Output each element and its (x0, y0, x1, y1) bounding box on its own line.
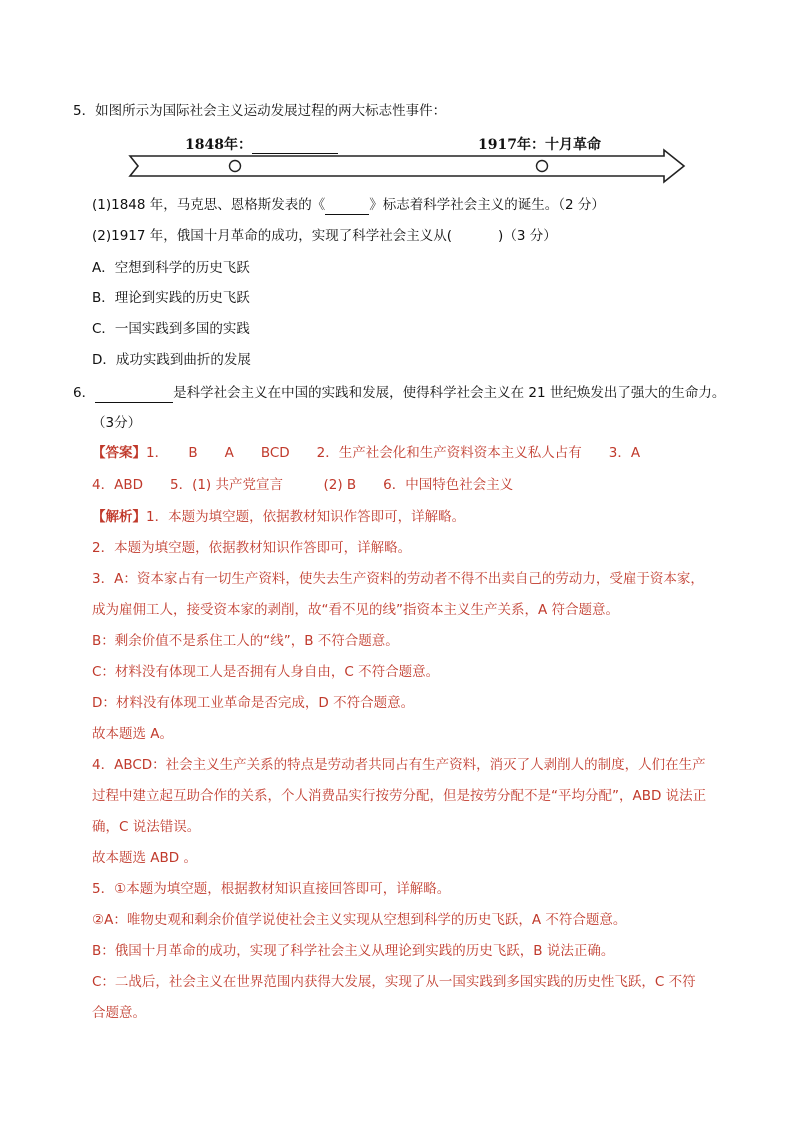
option-d: D．成功实践到曲折的发展 (92, 352, 251, 368)
analysis-line-1: 【解析】1．本题为填空题，依据教材知识作答即可，详解略。 (92, 509, 466, 525)
question-5-sub-2: (2)1917 年，俄国十月革命的成功，实现了科学社会主义从( )（3 分） (92, 228, 557, 244)
timeline-label-1917: 1917年：十月革命 (478, 137, 601, 153)
option-a: A．空想到科学的历史飞跃 (92, 260, 250, 276)
analysis-line-7: D：材料没有体现工业革命是否完成，D 不符合题意。 (92, 695, 415, 711)
analysis-line-17: 合题意。 (92, 1005, 146, 1021)
question-5-title: 5．如图所示为国际社会主义运动发展过程的两大标志性事件： (73, 103, 447, 119)
timeline-point-1848 (230, 161, 241, 172)
analysis-line-15: B：俄国十月革命的成功，实现了科学社会主义从理论到实践的历史飞跃，B 说法正确。 (92, 943, 615, 959)
analysis-tag: 【解析】 (92, 509, 146, 525)
analysis-line-14: ②A：唯物史观和剩余价值学说使社会主义实现从空想到科学的历史飞跃，A 不符合题意。 (92, 912, 627, 928)
analysis-line-16: C：二战后，社会主义在世界范围内获得大发展，实现了从一国实践到多国实践的历史性飞跃，C 不符 (92, 974, 696, 990)
analysis-line-6: C：材料没有体现工人是否拥有人身自由，C 不符合题意。 (92, 664, 440, 680)
analysis-line-8: 故本题选 A。 (92, 726, 174, 742)
timeline-point-1917 (537, 161, 548, 172)
answer-blank (325, 194, 369, 215)
question-6: 6． 是科学社会主义在中国的实践和发展，使得科学社会主义在 21 世纪焕发出了强大的生命力。 (73, 382, 725, 403)
timeline-blank (252, 137, 338, 154)
analysis-line-11: 确，C 说法错误。 (92, 819, 201, 835)
analysis-line-13: 5．①本题为填空题，根据教材知识直接回答即可，详解略。 (92, 881, 451, 897)
timeline-label-1848: 1848年： (185, 134, 338, 154)
analysis-line-12: 故本题选 ABD 。 (92, 850, 197, 866)
analysis-line-10: 过程中建立起互助合作的关系，个人消费品实行按劳分配，但是按劳分配不是“平均分配”，ABD 说法正 (92, 788, 707, 804)
answer-line-2: 4．ABD 5．(1) 共产党宣言 (2) B 6．中国特色社会主义 (92, 477, 514, 493)
arrow-shape (130, 150, 684, 182)
answer-tag: 【答案】 (92, 445, 146, 461)
analysis-line-3: 3．A：资本家占有一切生产资料，使失去生产资料的劳动者不得不出卖自己的劳动力，受雇于资本家， (92, 571, 704, 587)
answer-blank (95, 382, 173, 403)
question-6-score: （3分） (92, 415, 142, 431)
analysis-line-5: B：剩余价值不是系住工人的“线”，B 不符合题意。 (92, 633, 399, 649)
analysis-line-2: 2．本题为填空题，依据教材知识作答即可，详解略。 (92, 540, 412, 556)
option-c: C．一国实践到多国的实践 (92, 321, 250, 337)
answer-line-1: 【答案】1． B A BCD 2．生产社会化和生产资料资本主义私人占有 3．A (92, 445, 641, 461)
question-5-sub-1: (1)1848 年，马克思、恩格斯发表的《 》标志着科学社会主义的诞生。（2 分） (92, 194, 605, 215)
timeline-diagram (128, 132, 688, 184)
analysis-line-9: 4．ABCD：社会主义生产关系的特点是劳动者共同占有生产资料，消灭了人剥削人的制度，人们在生产 (92, 757, 706, 773)
option-b: B．理论到实践的历史飞跃 (92, 290, 250, 306)
analysis-line-4: 成为雇佣工人，接受资本家的剥削，故“看不见的线”指资本主义生产关系，A 符合题意。 (92, 602, 620, 618)
